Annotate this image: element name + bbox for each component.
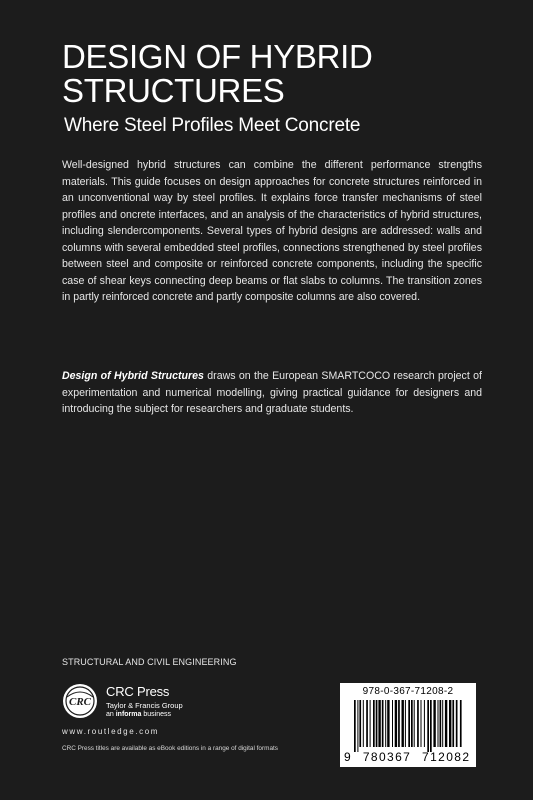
business-suffix: business: [141, 711, 171, 718]
publisher-block: [62, 683, 262, 723]
barcode-right-digits: 712082: [422, 750, 471, 764]
barcode-bar: [414, 700, 415, 747]
barcode-bar: [456, 700, 458, 747]
paragraph-2-text: draws on the European SMARTCOCO research project of experimentation and numerical modelling, giving practical guidance for designers and introducing the subject for researchers and graduate students.: [62, 370, 482, 415]
barcode-bar: [430, 700, 432, 752]
barcode-bar: [460, 700, 462, 747]
publisher-business: [106, 711, 171, 718]
barcode-bar: [378, 700, 380, 747]
barcode-bar: [417, 700, 419, 747]
title-line-2: STRUCTURES: [62, 72, 285, 109]
barcode-bar: [363, 700, 364, 747]
barcode-bar: [402, 700, 404, 747]
barcode-bar: [449, 700, 451, 747]
barcode-bar: [405, 700, 406, 747]
barcode-bar: [408, 700, 410, 747]
barcode-bar: [452, 700, 454, 747]
publisher-name: CRC Press: [106, 684, 170, 699]
barcode-bar: [438, 700, 439, 747]
barcode-bar: [427, 700, 429, 752]
barcode-left-digits: 780367: [362, 750, 412, 764]
barcode-box: [340, 683, 476, 767]
book-title-inline: Design of Hybrid Structures: [62, 370, 204, 382]
book-title: [62, 40, 482, 108]
barcode-bar: [440, 700, 442, 747]
barcode-bar: [411, 700, 413, 747]
barcode-bar: [376, 700, 378, 747]
barcode-bar: [385, 700, 386, 747]
ebook-note: CRC Press titles are available as eBook editions in a range of digital formats: [62, 745, 278, 752]
description-paragraph-1: Well-designed hybrid structures can combine the different performance strengths materials. This guide focuses on design approaches for concrete structures reinforced in an unconventional way by steel profiles. It explains force transfer mechanisms of steel profiles and oncrete interfaces, and an analysis of the characteristics of hybrid structures, including slendercomponents. Several types of hybrid designs are addressed: walls and columns with several embedded steel profiles, connections strengthened by steel profiles between steel and composite or reinforced concrete components, including the specific case of shear keys connecting deep beams or flat slabs to columns. The transition zones in partly reinforced concrete and partly composite columns are also covered.: [62, 159, 482, 303]
barcode-bar: [433, 700, 435, 747]
barcode-bar: [424, 700, 425, 747]
business-prefix: an: [106, 711, 116, 718]
barcode-bar: [442, 700, 443, 747]
barcode-bar: [370, 700, 371, 747]
website-url: www.routledge.com: [62, 727, 160, 736]
barcode-bar: [359, 700, 361, 747]
barcode-bar: [445, 700, 447, 747]
barcode-bar: [395, 700, 397, 747]
barcode-bar: [392, 700, 393, 747]
barcode-bar: [421, 700, 422, 747]
barcode-first-digit: 9: [344, 750, 353, 764]
barcode-bar: [382, 700, 384, 747]
series-label: STRUCTURAL AND CIVIL ENGINEERING: [62, 657, 237, 667]
barcode-bar: [398, 700, 400, 747]
book-subtitle: Where Steel Profiles Meet Concrete: [64, 115, 361, 136]
barcode-bar: [354, 700, 356, 752]
barcode-digits: [344, 750, 474, 764]
description-paragraph-2: [62, 368, 482, 418]
barcode-bar: [387, 700, 389, 747]
barcode-bar: [366, 700, 368, 747]
crc-press-logo-icon: [62, 683, 98, 719]
business-bold: informa: [115, 711, 142, 718]
barcode-bars: [352, 700, 466, 752]
barcode-bar: [373, 700, 375, 747]
isbn-number: 978-0-367-71208-2: [362, 686, 454, 697]
logo-text: CRC: [68, 696, 92, 708]
title-line-1: DESIGN OF HYBRID: [62, 38, 373, 75]
barcode-bar: [357, 700, 358, 752]
publisher-group: Taylor & Francis Group: [106, 701, 183, 710]
